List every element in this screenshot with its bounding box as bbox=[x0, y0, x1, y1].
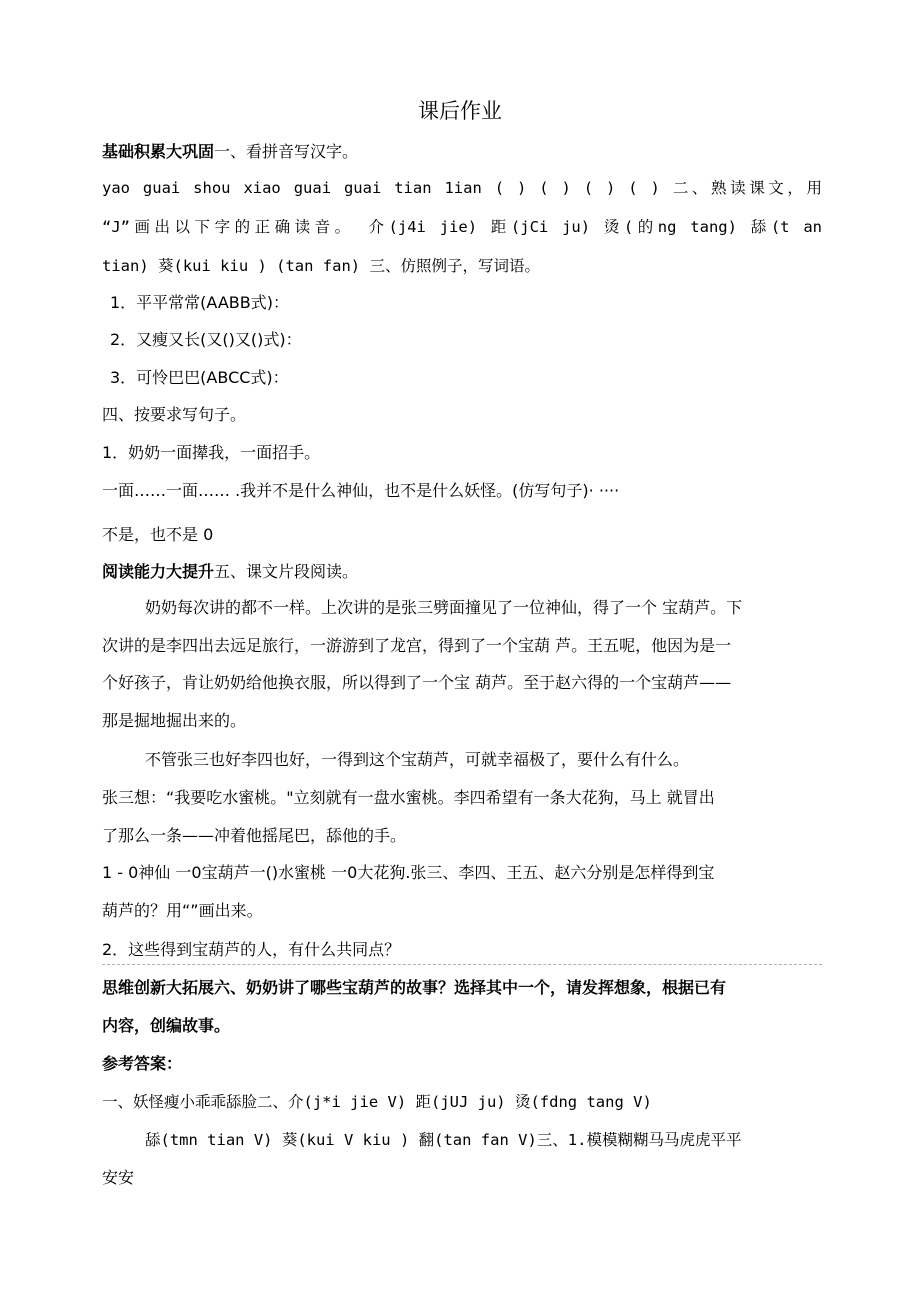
passage-line-3: 个好孩子，肯让奶奶给他换衣服，所以得到了一个宝 葫芦。至于赵六得的一个宝葫芦—— bbox=[102, 673, 732, 692]
answer-line-1: 一、妖怪瘦小乖乖舔脸二、介(j*i jie V) 距(jUJ ju) 烫(fdng tang V) bbox=[102, 1093, 652, 1111]
passage-line-5: 不管张三也好李四也好，一得到这个宝葫芦，可就幸福极了，要什么有什么。 bbox=[145, 750, 690, 769]
section5-bold-label: 阅读能力大提升 bbox=[102, 562, 215, 581]
section1-bold-label: 基础积累大巩固 bbox=[102, 142, 215, 161]
word-item-1: 1．平平常常(AABB式)： bbox=[110, 293, 289, 312]
passage-line-2: 次讲的是李四出去远足旅行，一游游到了龙宫，得到了一个宝葫 芦。王五呢，他因为是一 bbox=[102, 636, 732, 655]
passage-line-7: 了那么一条——冲着他摇尾巴，舔他的手。 bbox=[102, 826, 407, 845]
pinyin-line-2: “J”画出以下字的正确读音。 介(j4i jie) 距(jCi ju) 烫(的ng tang) 舔(t an bbox=[102, 218, 822, 236]
section1-heading bbox=[102, 140, 822, 164]
passage-line-1: 奶奶每次讲的都不一样。上次讲的是张三劈面撞见了一位神仙，得了一个 宝葫芦。下 bbox=[145, 598, 743, 617]
answers-title: 参考答案： bbox=[102, 1054, 183, 1073]
section6-line-1: 思维创新大拓展六、奶奶讲了哪些宝葫芦的故事？选择其中一个，请发挥想象，根据已有 bbox=[102, 978, 727, 997]
passage-line-4: 那是掘地掘出来的。 bbox=[102, 711, 247, 730]
sentence-2: 一面……一面…… .我并不是什么神仙，也不是什么妖怪。(仿写句子)· ···· bbox=[102, 481, 620, 500]
section1-text: 一、看拼音写汉字。 bbox=[214, 142, 359, 161]
section5-text: 五、课文片段阅读。 bbox=[214, 562, 359, 581]
question-1-line-2: 葫芦的？用“”画出来。 bbox=[102, 901, 263, 920]
section6-line-2: 内容，创编故事。 bbox=[102, 1016, 231, 1035]
question-1-line-1: 1 - 0神仙 一0宝葫芦一()水蜜桃 一0大花狗.张三、李四、王五、赵六分别是怎样得到宝 bbox=[102, 863, 715, 882]
answer-line-2: 舔(tmn tian V) 葵(kui V kiu ) 翻(tan fan V)三、1.模模糊糊马马虎虎平平 bbox=[145, 1131, 742, 1149]
section4-title: 四、按要求写句子。 bbox=[102, 405, 247, 424]
sentence-1: 1．奶奶一面撵我，一面招手。 bbox=[102, 443, 321, 462]
question-2: 2．这些得到宝葫芦的人，有什么共同点？ bbox=[102, 940, 401, 959]
section5-heading bbox=[102, 560, 822, 584]
page-title: 课后作业 bbox=[418, 99, 502, 123]
passage-line-6: 张三想：“我要吃水蜜桃。"立刻就有一盘水蜜桃。李四希望有一条大花狗，马上 就冒出 bbox=[102, 788, 715, 807]
answer-line-3: 安安 bbox=[102, 1168, 135, 1187]
section-divider bbox=[102, 964, 822, 965]
word-item-3: 3．可怜巴巴(ABCC式)： bbox=[110, 368, 289, 387]
word-item-2: 2．又瘦又长(又()又()式)： bbox=[110, 330, 302, 349]
pinyin-line-1: yao guai shou xiao guai guai tian 1ian ( ) ( ) ( ) ( ) 二、熟读课文，用 bbox=[102, 179, 822, 197]
pinyin-line-3: tian) 葵(kui kiu ) (tan fan) 三、仿照例子，写词语。 bbox=[102, 257, 540, 275]
sentence-3: 不是，也不是 0 bbox=[102, 525, 214, 544]
